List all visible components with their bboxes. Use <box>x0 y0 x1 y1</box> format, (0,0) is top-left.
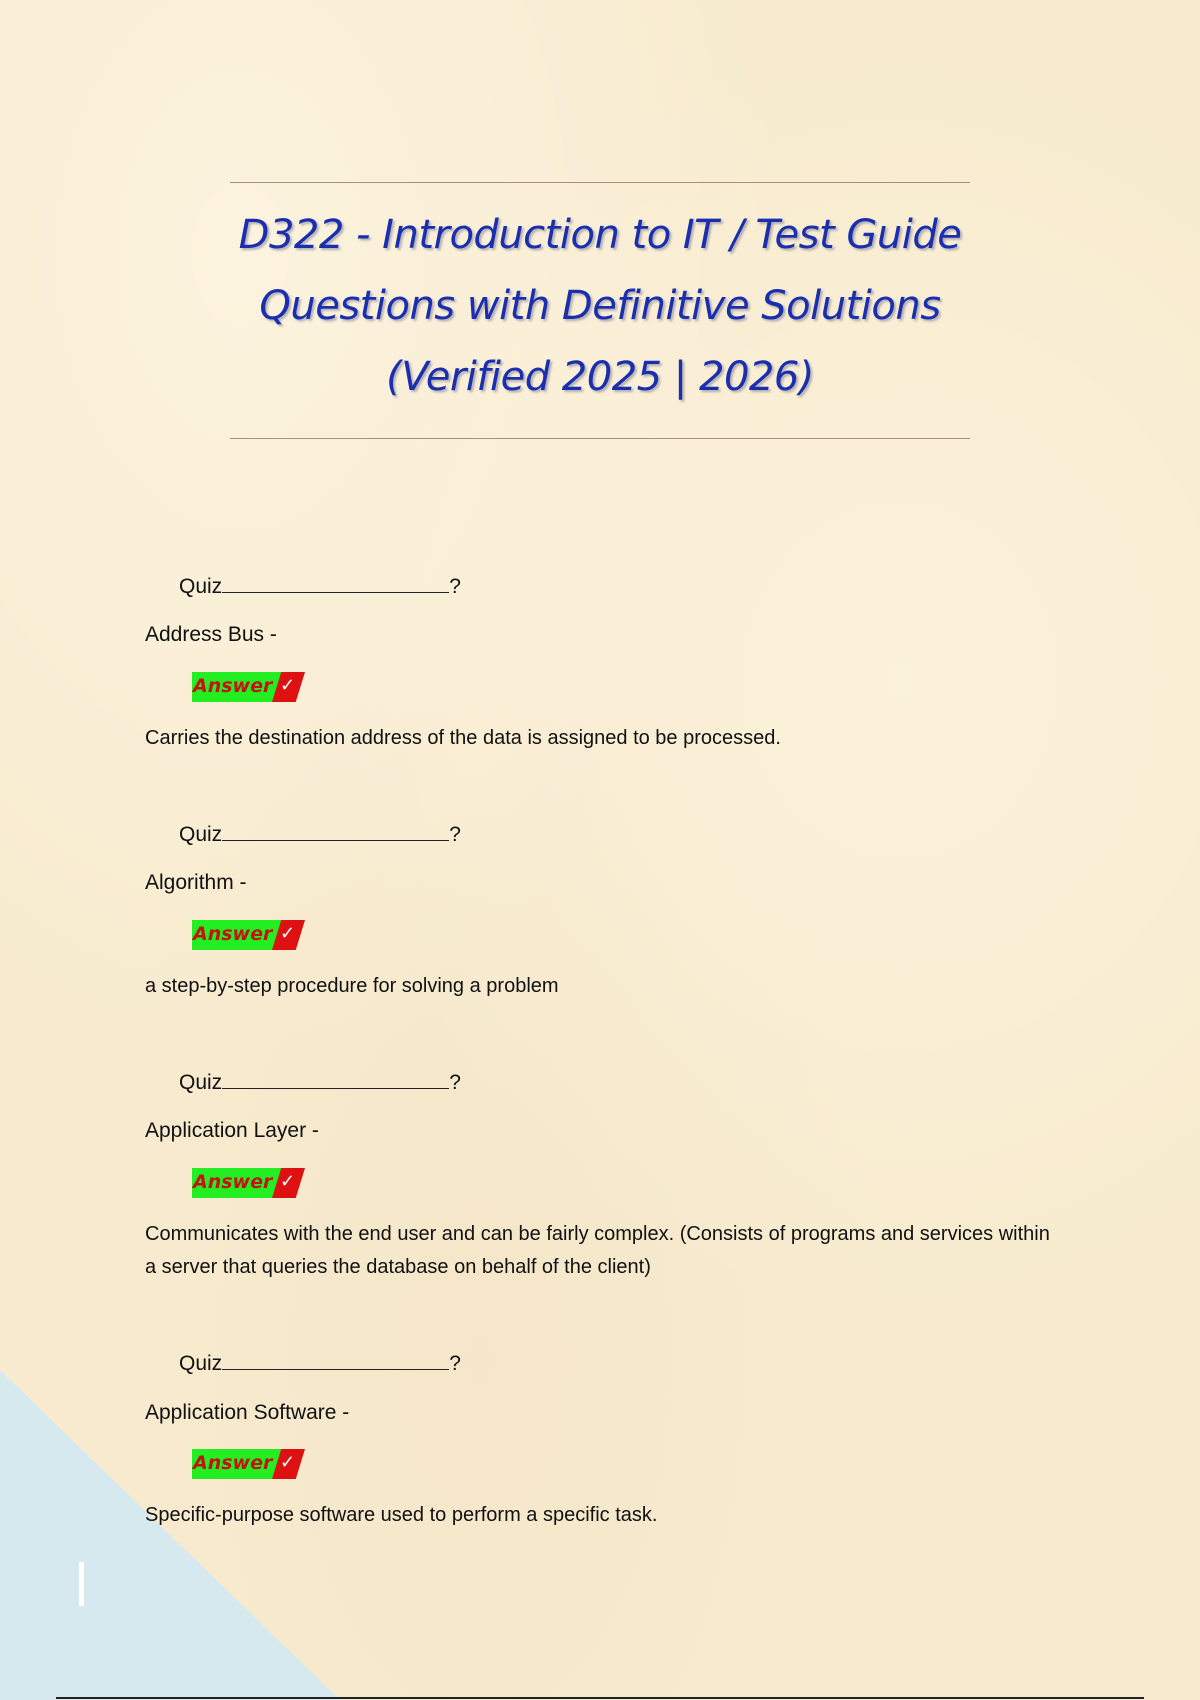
quiz-prompt <box>179 574 461 599</box>
answer-blank <box>222 1351 449 1370</box>
quiz-label: Quiz <box>179 823 223 846</box>
answer-label: Answer <box>193 1171 273 1193</box>
quiz-suffix: ? <box>449 1071 461 1094</box>
page-number-mark <box>79 1562 84 1606</box>
title-line-1: D322 - Introduction to IT / Test Guide <box>238 212 962 258</box>
checkmark-icon: ✓ <box>280 675 296 695</box>
quiz-prompt <box>179 1070 461 1095</box>
quiz-prompt <box>179 822 461 847</box>
answer-blank <box>222 822 449 841</box>
term: Algorithm - <box>145 871 247 894</box>
checkmark-icon: ✓ <box>280 1452 296 1472</box>
answer-label: Answer <box>193 923 273 945</box>
quiz-label: Quiz <box>179 575 223 598</box>
term: Address Bus - <box>145 623 277 646</box>
answer-badge <box>192 1168 305 1198</box>
quiz-suffix: ? <box>449 823 461 846</box>
answer-blank <box>222 1070 449 1089</box>
quiz-suffix: ? <box>449 575 461 598</box>
answer-blank <box>222 574 449 593</box>
quiz-prompt <box>179 1351 461 1376</box>
definition: a step-by-step procedure for solving a problem <box>145 975 559 997</box>
quiz-label: Quiz <box>179 1352 223 1375</box>
title-bottom-rule <box>230 438 970 439</box>
title-top-rule <box>230 182 970 183</box>
term: Application Layer - <box>145 1119 319 1142</box>
answer-badge <box>192 672 305 702</box>
answer-badge <box>192 920 305 950</box>
answer-label: Answer <box>193 675 273 697</box>
answer-label: Answer <box>193 1452 273 1474</box>
checkmark-icon: ✓ <box>280 1171 296 1191</box>
title-line-2: Questions with Definitive Solutions <box>259 283 941 329</box>
definition: Communicates with the end user and can be fairly complex. (Consists of programs and services within a server that queries the database on behalf of the client) <box>145 1223 1050 1278</box>
answer-badge <box>192 1449 305 1479</box>
quiz-suffix: ? <box>449 1352 461 1375</box>
document-title <box>180 200 1020 413</box>
definition: Specific-purpose software used to perform a specific task. <box>145 1504 658 1526</box>
definition: Carries the destination address of the data is assigned to be processed. <box>145 727 781 749</box>
term: Application Software - <box>145 1401 350 1424</box>
footer-rule <box>56 1697 1144 1699</box>
quiz-label: Quiz <box>179 1071 223 1094</box>
title-line-3: (Verified 2025 | 2026) <box>386 354 814 400</box>
checkmark-icon: ✓ <box>280 923 296 943</box>
